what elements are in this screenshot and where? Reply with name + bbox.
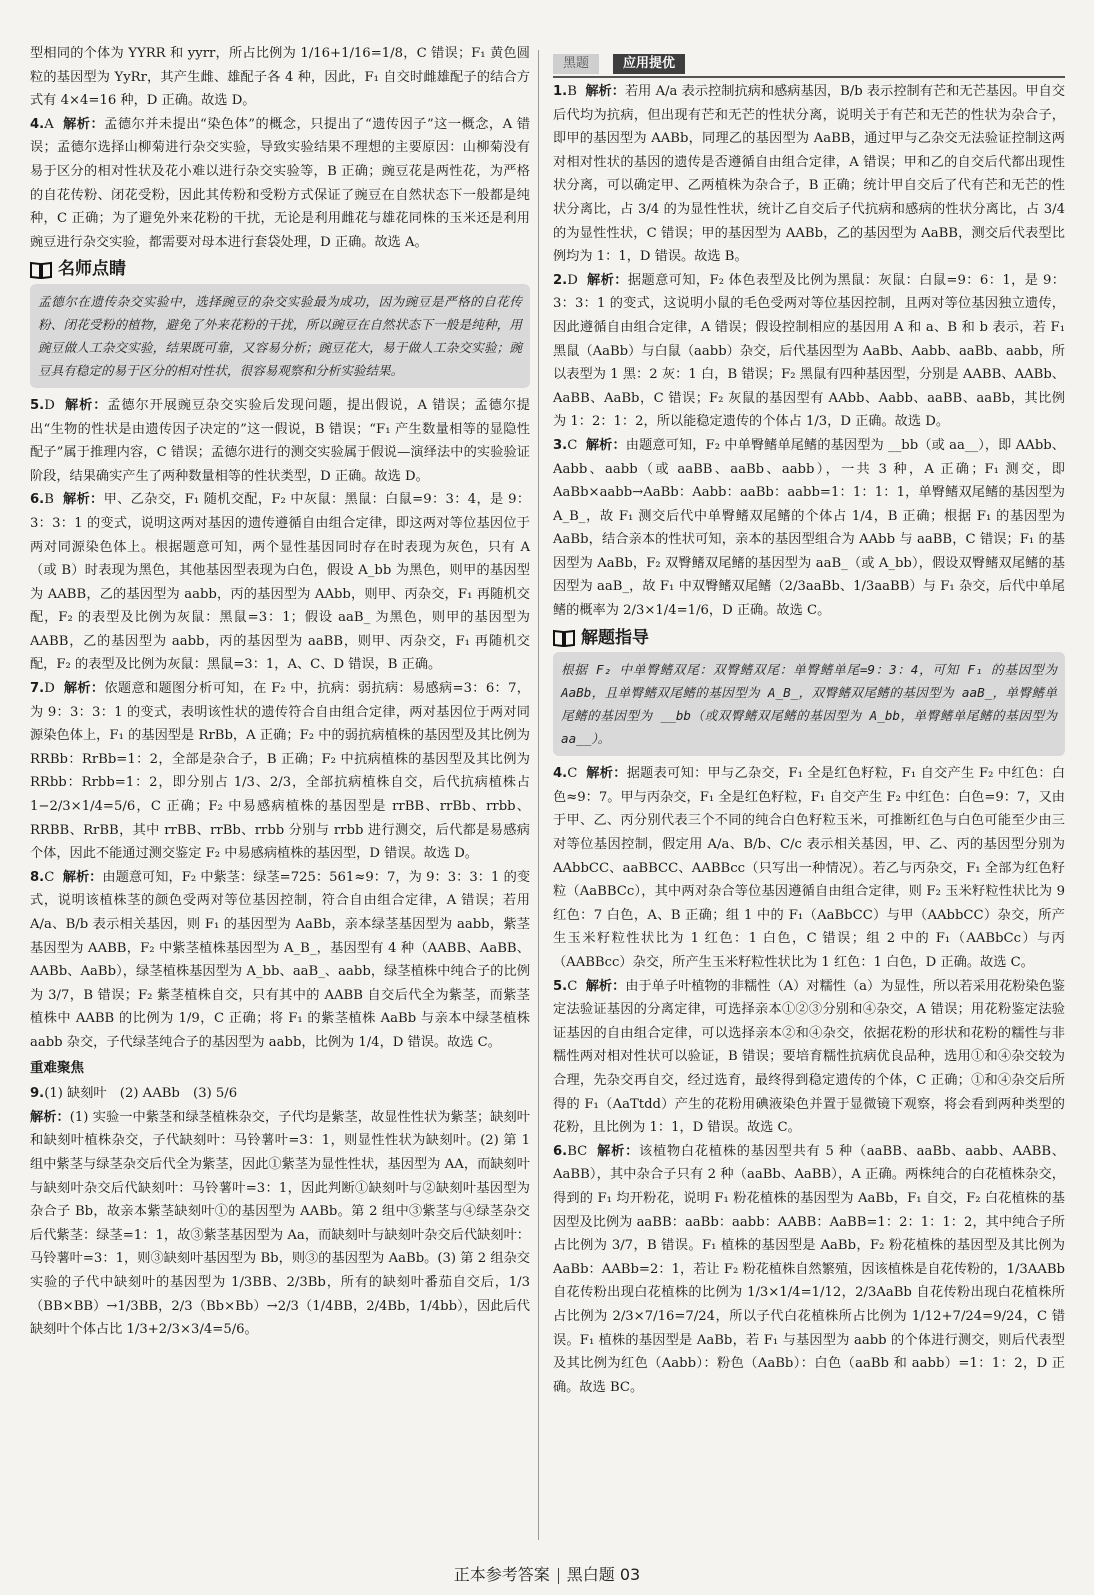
- analysis-label: 解析：: [587, 272, 628, 288]
- answer-5: [30, 394, 530, 488]
- open-book-icon: [30, 261, 52, 279]
- answer-choice: C: [567, 437, 578, 453]
- analysis-text: 孟德尔并未提出“染色体”的概念，只提出了“遗传因子”这一概念，A 错误；孟德尔选择山柳菊进行杂交实验，导致实验结果不理想的主要原因：山柳菊没有易于区分的相对性状及花小难以进行杂交实验等，B 正确；豌豆花是两性花，为严格的自花传粉、闭花受粉，因此其传粉和受粉方式保证了豌豆在自然状态下一般都是纯种，C 正确；为了避免外来花粉的干扰，无论是利用雌花与雄花同株的玉米还是利用豌豆进行杂交实验，都需要对母本进行套袋处理，D 正确。故选 A。: [30, 116, 531, 250]
- answer-r6: [553, 1140, 1065, 1400]
- analysis-label: 解析：: [586, 766, 627, 782]
- answer-r5: [553, 975, 1065, 1140]
- column-divider: [538, 50, 539, 1540]
- footer-brand: 黑白题: [566, 1565, 615, 1584]
- answer-number: 6.: [553, 1143, 568, 1159]
- answer-number: 5.: [553, 978, 568, 994]
- answer-continuation: 型相同的个体为 YYRR 和 yyrr，所占比例为 1/16+1/16=1/8，C 错误；F₁ 黄色圆粒的基因型为 YyRr，其产生雌、雄配子各 4 种，因此，F₁ 自交时雌雄配子的结合方式有 4×4=16 种，D 正确。故选 D。: [30, 46, 530, 109]
- analysis-label: 解析：: [63, 681, 105, 697]
- tip-heading: [30, 258, 530, 282]
- analysis-text: 由题意可知，F₂ 中紫茎：绿茎=725：561≈9：7，为 9：3：3：1 的变式，说明该植株茎的颜色受两对等位基因控制，符合自由组合定律，A 错误；若用 A/a、B/b 表示相关基因，则 F₁ 的基因型为 AaBb，亲本绿茎基因型为 aabb，紫茎基因型为 AABB，F₂ 中紫茎植株基因型为 A_B_，基因型有 4 种（AABB、AaBB、AABb、AaBb），绿茎植株基因型为 A_bb、aaB_、aabb，绿茎植株中纯合子的比例为 3/7，B 错误；F₂ 紫茎植株自交，只有其中的 AABB 自交后代全为紫茎，而紫茎植株中 AABB 的比例为 1/9，C 正确；将 F₁ 的紫茎植株 AaBb 与亲本中绿茎植株 aabb 杂交，子代绿茎纯合子的基因型为 aabb，比例为 1/4，D 错误。故选 C。: [30, 869, 531, 1050]
- open-book-icon: [553, 629, 575, 647]
- analysis-label: 解析：: [585, 84, 625, 99]
- answer-choice: (1) 缺刻叶 (2) AABb (3) 5/6: [44, 1086, 238, 1102]
- answer-choice: D: [567, 272, 578, 288]
- answer-9: [30, 1082, 530, 1342]
- answer-4: [30, 113, 530, 255]
- guide-box: [553, 652, 1065, 756]
- analysis-label: 解析：: [585, 978, 626, 994]
- tab-application: 应用提优: [613, 54, 685, 74]
- answer-choice: D: [44, 681, 55, 697]
- answer-r3: [553, 434, 1065, 623]
- page-number: 03: [619, 1565, 641, 1584]
- analysis-text: 甲、乙杂交，F₁ 随机交配，F₂ 中灰鼠：黑鼠：白鼠=9：3：4，是 9：3：3：1 的变式，说明这两对基因的遗传遵循自由组合定律，即这两对等位基因位于两对同源染色体上。根据题意可知，两个显性基因同时存在时表现为灰色，只有 A（或 B）时表现为黑色，其他基因型表现为白色，假设 A_bb 为黑色，则甲的基因型为 AABB，乙的基因型为 aabb，丙的基因型为 AAbb，则甲、丙杂交，F₁ 再随机交配，F₂ 的表型及比例为灰鼠：黑鼠=3：1；假设 aaB_ 为黑色，则甲的基因型为 AABB，乙的基因型为 aabb，丙的基因型为 aaBB，则甲、丙杂交，F₁ 再随机交配，F₂ 的表型及比例为灰鼠：黑鼠=3：1，A、C、D 错误，B 正确。: [30, 492, 531, 673]
- answer-number: 5.: [30, 397, 45, 413]
- answer-choice: B: [567, 84, 577, 99]
- section-title: 重难聚焦: [30, 1059, 84, 1076]
- page-footer: [0, 1562, 1094, 1585]
- analysis-text: 该植物白花植株的基因型共有 5 种（aaBB、aaBb、aabb、AABB、AaBB），其中杂合子只有 2 种（aaBb、AaBB），A 正确。两株纯合的白花植株杂交，得到的 F₁ 均开粉花，说明 F₁ 粉花植株的基因型为 AaBb，F₁ 自交，F₂ 白花植株的基因型及比例为 aaBB：aaBb：aabb：AABB：AaBB=1：2：1：1：2，其中纯合子所占比例为 3/7，B 错误。F₁ 植株的基因型是 AaBb，F₂ 粉花植株的基因型及其比例为 AaBb：AABb=2：1，若让 F₂ 粉花植株自然繁殖，因该植株是自花传粉的，1/3AABb 自花传粉出现白花植株的比例为 1/3×1/4=1/12，2/3AaBb 自花传粉出现白花植株所占比例为 2/3×7/16=7/24，所以子代白花植株所占比例为 1/12+7/24=9/24，C 错误。F₁ 植株的基因型是 AaBb，若 F₁ 与基因型为 aabb 的个体进行测交，则后代表型及其比例为红色（Aabb）：粉色（AaBb）：白色（aaBb 和 aabb）=1：1：2，D 正确。故选 BC。: [553, 1143, 1065, 1395]
- analysis-label: 解析：: [64, 397, 108, 413]
- answer-number: 2.: [553, 272, 568, 288]
- analysis-label: 解析：: [585, 437, 626, 453]
- analysis-text: 由题意可知，F₂ 中单臀鳍单尾鳍的基因型为 __bb（或 aa__），即 AAbb、Aabb、aabb（或 aaBB、aaBb、aabb），一共 3 种，A 正确；F₁ 测交，即 AaBb×aabb→AaBb：Aabb：aaBb：aabb=1：1：1：1，单臀鳍双尾鳍的基因型为 A_B_，故 F₁ 测交后代中单臀鳍双尾鳍的个体占 1/4，B 正确；根据 F₁ 的基因型为 AaBb，结合亲本的性状可知，亲本的基因型组合为 AAbb 与 aaBB，C 错误；F₁ 的基因型为 AaBb，F₂ 双臀鳍双尾鳍的基因型为 aaB_（或 A_bb），假设双臀鳍双尾鳍的基因型为 aaB_，故 F₁ 中双臀鳍双尾鳍（2/3aaBb、1/3aaBB）与 F₁ 杂交，后代中单尾鳍的概率为 2/3×1/4=1/6，D 正确。故选 C。: [553, 437, 1065, 619]
- answer-number: 8.: [30, 869, 45, 885]
- answer-choice: BC: [567, 1143, 588, 1159]
- footer-title: 正本参考答案: [453, 1565, 550, 1584]
- answer-7: [30, 677, 530, 866]
- analysis-text: (1) 实验一中紫茎和绿茎植株杂交，子代均是紫茎，故显性性状为紫茎；缺刻叶和缺刻叶植株杂交，子代缺刻叶：马铃薯叶=3：1，则显性性状为缺刻叶。(2) 第 1 组中紫茎与绿茎杂交后代全为紫茎，因此①紫茎为显性性状，基因型为 AA，而缺刻叶与缺刻叶杂交后代缺刻叶：马铃薯叶=3：1，因此判断①缺刻叶与②缺刻叶基因型为杂合子 Bb，故亲本紫茎缺刻叶①的基因型为 AABb。第 2 组中③紫茎与④绿茎杂交后代紫茎：绿茎=1：1，故③紫茎基因型为 Aa，而缺刻叶与缺刻叶杂交后代缺刻叶：马铃薯叶=3：1，则③缺刻叶基因型为 Bb，则③的基因型为 AaBb。(3) 第 2 组杂交实验的子代中缺刻叶的基因型为 1/3BB、2/3Bb，所有的缺刻叶番茄自交后，1/3（BB×BB）→1/3BB，2/3（Bb×Bb）→2/3（1/4BB，2/4Bb，1/4bb），因此后代缺刻叶个体占比 1/3+2/3×3/4=5/6。: [30, 1109, 530, 1338]
- tab-heiti: 黑题: [553, 54, 599, 74]
- answer-choice: B: [44, 492, 54, 508]
- analysis-text: 孟德尔开展豌豆杂交实验后发现问题，提出假说，A 错误；孟德尔提出“生物的性状是由遗传因子决定的”这一假说，B 错误；“F₁ 产生数量相等的显隐性配子”属于推理内容，C 错误；孟德尔进行的测交实验属于假说—演绎法中的实验验证阶段，结果确实产生了两种数量相等的性状类型，D 正确。故选 D。: [30, 397, 530, 484]
- analysis-text: 由于单子叶植物的非糯性（A）对糯性（a）为显性，所以若采用花粉染色鉴定法验证基因的分离定律，可选择亲本①②③分别和④杂交，A 错误；用花粉鉴定法验证基因的自由组合定律，可以选择亲本②和④杂交，依据花粉的形状和花粉的糯性与非糯性两对相对性状可以验证，B 错误；要培育糯性抗病优良品种，选用①和④杂交较为合理，先杂交再自交，经过选育，最终得到稳定遗传的个体，C 正确；①和④杂交后所得的 F₁（AaTtdd）产生的花粉用碘液染色并置于显微镜下观察，将会看到两种类型的花粉，且比例为 1：1，D 错误。故选 C。: [553, 978, 1065, 1136]
- analysis-text: 据题意可知，F₂ 体色表型及比例为黑鼠：灰鼠：白鼠=9：6：1，是 9：3：3：1 的变式，这说明小鼠的毛色受两对等位基因控制，且两对等位基因独立遗传，因此遵循自由组合定律，A 错误；假设控制相应的基因用 A 和 a、B 和 b 表示，若 F₁ 黑鼠（AaBb）与白鼠（aabb）杂交，后代基因型为 AaBb、Aabb、aaBb、aabb，所以表型为 1 黑：2 灰：1 白，B 错误；F₂ 黑鼠有四种基因型，分别是 AABB、AABb、AaBB、AaBb，C 错误；F₂ 灰鼠的基因型有 AAbb、Aabb、aaBB、aaBb，其比例为 1：2：1：2，所以能稳定遗传的个体占 1/3，D 正确。故选 D。: [553, 272, 1065, 430]
- analysis-label: 解析：: [597, 1143, 640, 1159]
- answer-choice: C: [44, 869, 55, 885]
- answer-choice: D: [44, 397, 55, 413]
- answer-number: 6.: [30, 492, 45, 508]
- analysis-text: 依题意和题图分析可知，在 F₂ 中，抗病：弱抗病：易感病=3：6：7，为 9：3：3：1 的变式，表明该性状的遗传符合自由组合定律，两对基因位于两对同源染色体上，F₁ 的基因型是 RrBb，A 正确；F₂ 中的弱抗病植株的基因型及其比例为 RRBb：RrBb=1：2，全部是杂合子，B 正确；F₂ 中抗病植株的基因型及其比例为 RRbb：Rrbb=1：2，即分别占 1/3、2/3，全部抗病植株自交，后代抗病植株占 1−2/3×1/4=5/6，C 正确；F₂ 中易感病植株的基因型是 rrBB、rrBb、rrbb、RRBB、RrBB，其中 rrBB、rrBb、rrbb 分别与 rrbb 进行测交，后代都是易感病个体，因此不能通过测交鉴定 F₂ 中易感病植株的基因型，D 错误。故选 D。: [30, 681, 530, 862]
- answer-r1: [553, 80, 1065, 269]
- answer-choice: C: [567, 766, 578, 782]
- tip-box: [30, 284, 530, 388]
- analysis-text: 据题表可知：甲与乙杂交，F₁ 全是红色籽粒，F₁ 自交产生 F₂ 中红色：白色≈9：7。甲与丙杂交，F₁ 全是红色籽粒，F₁ 自交产生 F₂ 中红色：白色=9：7，又由于甲、乙、丙分别代表三个不同的纯合白色籽粒玉米，可推断红色与白色可能至少由三对等位基因控制，假定用 A/a、B/b、C/c 表示相关基因，甲、乙、丙的基因型分别为 AAbbCC、aaBBCC、AABBcc（只写出一种情况）。若乙与丙杂交，F₁ 全部为红色籽粒（AaBBCc），其中两对杂合等位基因遵循自由组合定律，则 F₂ 玉米籽粒性状比为 9 红色：7 白色，A、B 正确；组 1 中的 F₁（AaBbCC）与甲（AAbbCC）杂交，所产生玉米籽粒性状比为 1 红色：1 白色，C 错误；组 2 中的 F₁（AABbCc）与丙（AABBcc）杂交，所产生玉米籽粒性状比为 1 红色：1 白色，D 正确。故选 C。: [553, 766, 1066, 970]
- analysis-label: 解析：: [62, 869, 103, 885]
- answer-8: [30, 866, 530, 1055]
- answer-number: 1.: [553, 84, 568, 99]
- answer-choice: C: [567, 978, 578, 994]
- guide-title: 解题指导: [581, 627, 649, 648]
- section-tabs: [553, 52, 1065, 78]
- answer-number: 7.: [30, 681, 45, 697]
- right-column: [553, 80, 1065, 1399]
- tip-title: 名师点睛: [58, 259, 126, 280]
- answer-6: [30, 488, 530, 677]
- analysis-text: 若用 A/a 表示控制抗病和感病基因，B/b 表示控制有芒和无芒基因。甲自交后代均为抗病，但出现有芒和无芒的性状分离，说明关于有芒和无芒的性状为杂合子，即甲的基因型为 AABb，同理乙的基因型为 AaBB，通过甲与乙杂交无法验证控制这两对相对性状的基因的遗传是否遵循自由组合定律，A 错误；甲和乙的自交后代都出现性状分离，可以确定甲、乙两植株为杂合子，B 正确；统计甲自交后了代有芒和无芒的性状分离比，占 3/4 的为显性性状，统计乙自交后子代抗病和感病的性状分离比，占 3/4 的为显性性状，C 错误；甲的基因型为 AABb，乙的基因型为 AaBB，测交后代表型比例均为 1：1，D 错误。故选 B。: [553, 84, 1066, 265]
- analysis-label: 解析：: [62, 492, 104, 508]
- answer-number: 9.: [30, 1086, 45, 1102]
- answer-choice: A: [44, 116, 54, 132]
- answer-r4: [553, 762, 1065, 974]
- guide-heading: [553, 627, 1065, 651]
- left-column: [30, 42, 530, 1342]
- answer-r2: [553, 269, 1065, 434]
- footer-separator: [558, 1568, 559, 1584]
- answer-number: 3.: [553, 437, 568, 453]
- guide-text: 根据 F₂ 中单臀鳍双尾：双臀鳍双尾：单臀鳍单尾=9：3：4，可知 F₁ 的基因型为 AaBb，且单臀鳍双尾鳍的基因型为 A_B_，双臀鳍双尾鳍的基因型为 aaB_，单臀鳍单尾鳍的基因型为 __bb（或双臀鳍双尾鳍的基因型为 A_bb，单臀鳍单尾鳍的基因型为 aa__）。: [561, 662, 1057, 747]
- analysis-label: 解析：: [30, 1109, 70, 1125]
- answer-number: 4.: [30, 116, 45, 132]
- tip-text: 孟德尔在遗传杂交实验中，选择豌豆的杂交实验最为成功，因为豌豆是严格的自花传粉、闭花受粉的植物，避免了外来花粉的干扰，所以豌豆在自然状态下一般是纯种，用豌豆做人工杂交实验，结果既可靠，又容易分析；豌豆花大，易于做人工杂交实验；豌豆具有稳定的易于区分的相对性状，很容易观察和分析实验结果。: [38, 293, 522, 378]
- answer-number: 4.: [553, 766, 568, 782]
- analysis-label: 解析：: [63, 116, 105, 132]
